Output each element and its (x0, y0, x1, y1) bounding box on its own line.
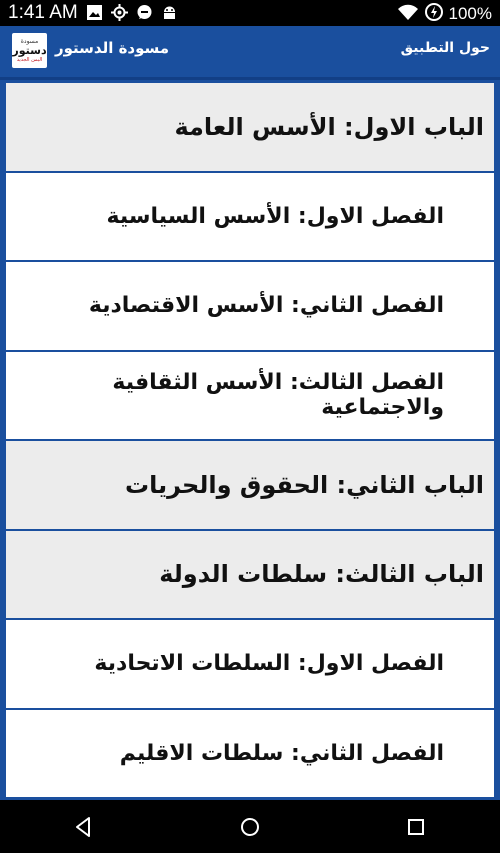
notification-icons (86, 4, 178, 21)
action-bar (0, 26, 500, 80)
battery-icon (425, 3, 443, 25)
chapter-list (6, 83, 494, 799)
list-item[interactable] (6, 262, 494, 352)
logo-top-text: مسودة (20, 38, 39, 45)
back-icon[interactable] (70, 814, 96, 840)
list-item-label: الفصل الثاني: سلطات الاقليم (119, 740, 444, 766)
status-time: 1:41 AM (8, 2, 78, 23)
list-item-label: الباب الاول: الأسس العامة (174, 112, 484, 141)
gallery-icon (86, 4, 103, 21)
list-item-label: الفصل الثاني: الأسس الاقتصادية (88, 293, 444, 319)
battery-percent: 100% (448, 4, 492, 23)
list-item-label: الباب الثاني: الحقوق والحريات (124, 470, 484, 499)
list-item-label: الفصل الاول: السلطات الاتحادية (94, 651, 444, 677)
logo-sub-text: اليمن الجديد (16, 57, 43, 63)
recents-icon[interactable] (403, 814, 429, 840)
list-item-label: الفصل الاول: الأسس السياسية (106, 203, 444, 229)
list-item[interactable] (6, 173, 494, 263)
list-item[interactable] (6, 352, 494, 442)
navigation-bar (0, 800, 500, 853)
home-icon[interactable] (237, 814, 263, 840)
content-area (0, 80, 500, 800)
logo-main-text: دستور (12, 44, 47, 57)
app-logo (12, 33, 47, 68)
status-right (397, 3, 492, 25)
android-icon (161, 4, 178, 21)
list-item[interactable] (6, 620, 494, 710)
gps-icon (111, 4, 128, 21)
list-item[interactable] (6, 531, 494, 621)
list-item[interactable] (6, 441, 494, 531)
wifi-icon (397, 3, 419, 25)
list-item[interactable] (6, 83, 494, 173)
list-item-label: الباب الثالث: سلطات الدولة (159, 560, 484, 589)
chat-icon (136, 4, 153, 21)
list-item-label: الفصل الثالث: الأسس الثقافية والاجتماعية (112, 370, 444, 421)
app-title: مسودة الدستور (55, 39, 170, 57)
about-app-button[interactable]: حول التطبيق (400, 40, 490, 56)
list-item[interactable] (6, 710, 494, 800)
status-bar (0, 0, 500, 26)
